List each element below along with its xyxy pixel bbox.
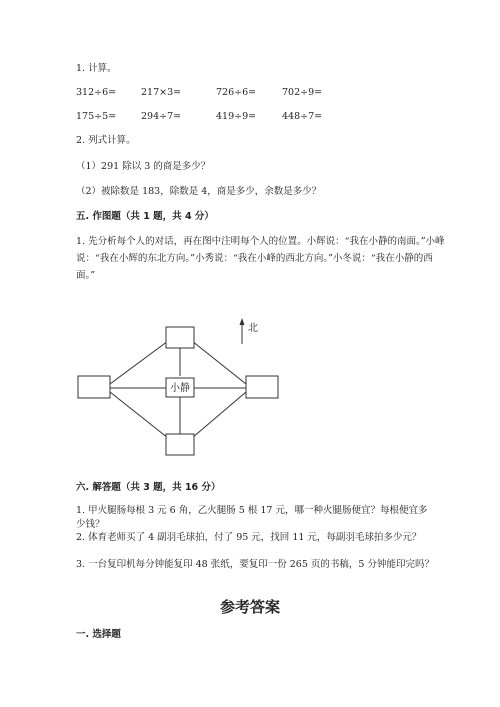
north-label: 北 — [248, 323, 258, 334]
problem-2-4: 448÷7= — [282, 111, 323, 122]
solution-question-2: 2. 体育老师买了 4 副羽毛球拍，付了 95 元，找回 11 元，每副羽毛球拍多少元？ — [76, 532, 422, 543]
problem-1-3: 726÷6= — [216, 87, 257, 98]
left-box — [78, 376, 110, 398]
section-heading-drawing: 五. 作图题（共 1 题，共 4 分） — [76, 211, 214, 222]
answer-section-choice: 一. 选择题 — [76, 629, 121, 640]
north-arrow-icon — [240, 318, 245, 344]
problem-1-2: 217×3= — [141, 87, 182, 98]
problem-2-3: 419÷9= — [216, 111, 257, 122]
section-heading-solution: 六. 解答题（共 3 题，共 16 分） — [76, 482, 221, 493]
problem-1-4: 702÷9= — [282, 87, 323, 98]
answer-key-title: 参考答案 — [219, 598, 280, 616]
section-title-calc: 1. 计算。 — [76, 63, 117, 74]
center-label: 小静 — [170, 383, 190, 394]
section-title-expression: 2. 列式计算。 — [76, 135, 136, 146]
problem-2-1: 175÷5= — [76, 111, 117, 122]
solution-question-1: 1. 甲火腿肠每根 3 元 6 角，乙火腿肠 5 根 17 元，哪一种火腿肠便宜？每根便宜多少钱？ — [76, 505, 428, 530]
problem-2-2: 294÷7= — [141, 111, 182, 122]
problem-1-1: 312÷6= — [76, 87, 117, 98]
top-box — [166, 327, 194, 348]
drawing-question: 1. 先分析每个人的对话，再在图中注明每个人的位置。小辉说：“我在小静的南面。”小峰说：“我在小辉的东北方向。”小秀说：“我在小峰的西北方向。”小冬说：“我在小静的西面。” — [76, 236, 445, 281]
expression-question-1: （1）291 除以 3 的商是多少？ — [76, 161, 211, 172]
bottom-box — [166, 434, 194, 455]
solution-question-3: 3. 一台复印机每分钟能复印 48 张纸，要复印一份 265 页的书稿，5 分钟能印完吗？ — [76, 559, 434, 570]
right-box — [246, 376, 278, 398]
expression-question-2: （2）被除数是 183，除数是 4，商是多少，余数是多少？ — [76, 186, 322, 197]
